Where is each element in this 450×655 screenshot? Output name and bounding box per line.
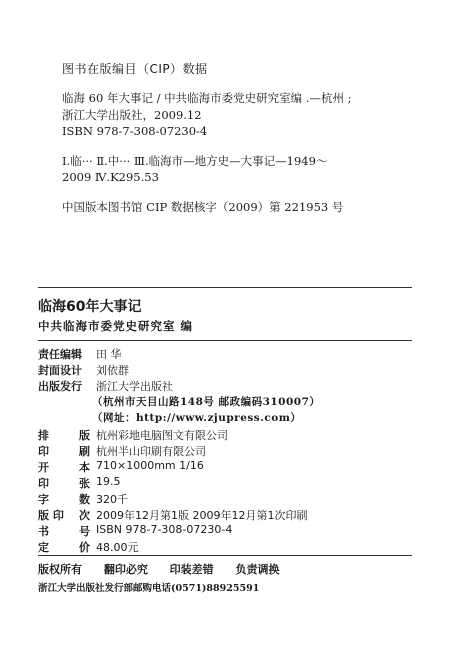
rights-notice: 版权所有 翻印必究 印装差错 负责调换 [38, 563, 280, 576]
spec-value: 48.00元 [96, 541, 139, 554]
staff-label: 责任编辑 [38, 348, 82, 361]
book-title: 临海60年大事记 [38, 299, 142, 315]
spec-value: 杭州半山印刷有限公司 [96, 445, 206, 458]
spec-row-word-count [38, 491, 128, 507]
spec-value: 杭州彩地电脑图文有限公司 [96, 429, 228, 442]
spec-row-printing [38, 443, 206, 459]
spec-value: 320千 [96, 493, 128, 506]
spec-value: ISBN 978-7-308-07230-4 [96, 523, 233, 536]
spec-value: 710×1000mm 1/16 [96, 459, 204, 472]
spec-label: 字 数 [38, 493, 90, 506]
footer-divider [38, 555, 412, 556]
spec-label: 开 本 [38, 461, 90, 474]
book-author: 中共临海市委党史研究室 编 [38, 319, 194, 333]
cip-heading: 图书在版编目（CIP）数据 [62, 62, 208, 76]
spec-row-format [38, 459, 204, 475]
staff-value: 刘依群 [96, 364, 129, 377]
spec-row-typesetting [38, 427, 228, 443]
spec-value: 2009年12月第1版 2009年12月第1次印刷 [96, 509, 308, 522]
staff-row-editor [38, 346, 122, 362]
cip-isbn: ISBN 978-7-308-07230-4 [62, 124, 208, 138]
staff-value: 浙江大学出版社 [96, 380, 173, 393]
publisher-address: （杭州市天目山路148号 邮政编码310007） [92, 396, 321, 408]
cip-record-line-1: 临海 60 年大事记 / 中共临海市委党史研究室编 .—杭州 ; [62, 91, 352, 105]
staff-label: 出版发行 [38, 380, 82, 393]
staff-value: 田 华 [96, 348, 122, 361]
spec-value: 19.5 [96, 475, 121, 488]
spec-label: 定 价 [38, 541, 90, 554]
mail-order-phone: 浙江大学出版社发行部邮购电话(0571)88925591 [38, 583, 260, 594]
cip-subject-line-2: 2009 Ⅳ.K295.53 [62, 170, 159, 184]
spec-row-isbn [38, 523, 232, 539]
spec-label: 印 刷 [38, 445, 90, 458]
staff-row-cover-design [38, 362, 129, 378]
cip-record-line-2: 浙江大学出版社，2009.12 [62, 108, 202, 122]
cip-subject-line-1: Ⅰ.临··· Ⅱ.中··· Ⅲ.临海市—地方史—大事记—1949～ [62, 154, 328, 168]
staff-label: 封面设计 [38, 364, 82, 377]
top-divider [38, 287, 412, 288]
spec-row-price [38, 539, 139, 555]
cip-verification-number: 中国版本图书馆 CIP 数据核字（2009）第 221953 号 [62, 200, 344, 214]
spec-row-sheets [38, 475, 121, 491]
spec-label: 版 印 次 [38, 509, 90, 522]
staff-row-publisher [38, 378, 173, 394]
publisher-website: （网址：http://www.zjupress.com） [92, 412, 302, 424]
spec-label: 书 号 [38, 525, 90, 538]
title-divider [38, 340, 412, 341]
spec-label: 排 版 [38, 429, 90, 442]
spec-label: 印 张 [38, 477, 90, 490]
spec-row-edition [38, 507, 307, 523]
